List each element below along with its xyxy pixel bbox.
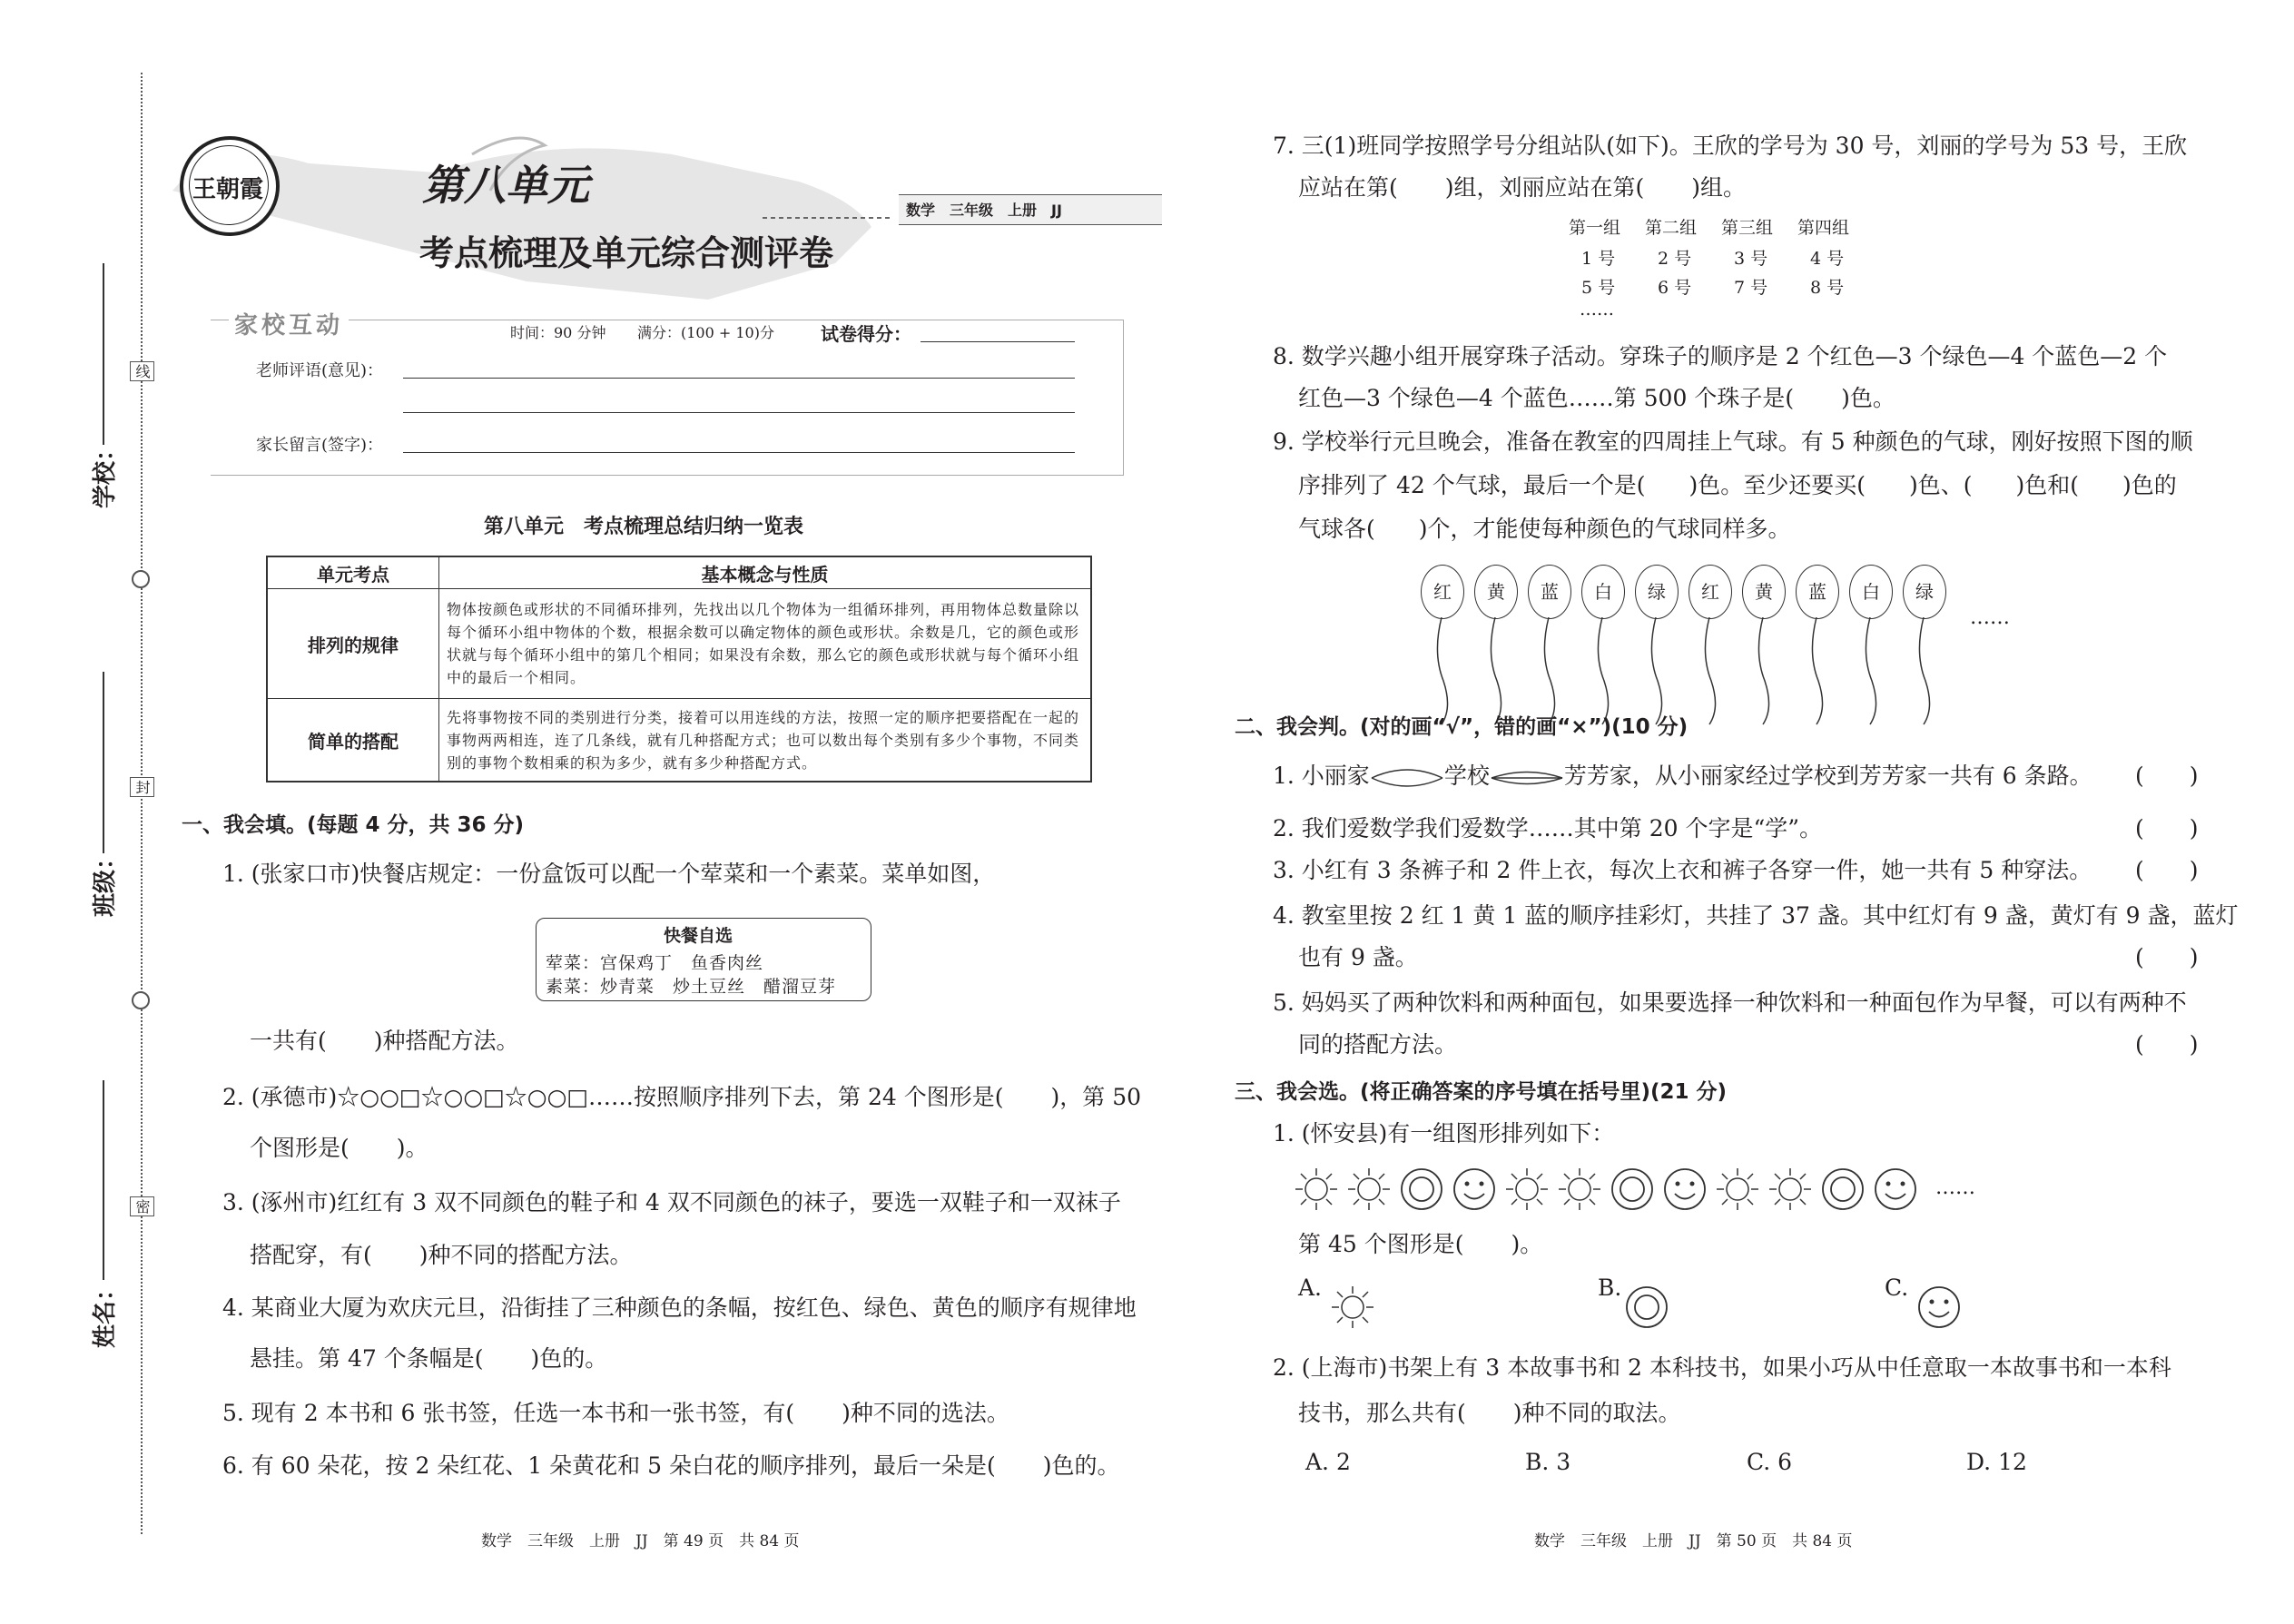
s2-q4-line1: 4. 教室里按 2 红 1 黄 1 蓝的顺序挂彩灯，共挂了 37 盏。其中红灯有 9 盏，黄灯有 9 盏，蓝灯 <box>1273 902 2239 929</box>
q9-c2: )个，才能使每种颜色的气球同样多。 <box>1418 516 1791 542</box>
s1-q4-line1: 4. 某商业大厦为欢庆元旦，沿街挂了三种颜色的条幅，按红色、绿色、黄色的顺序有规律地 <box>222 1294 1137 1321</box>
group-header: 第三组 <box>1721 218 1774 238</box>
s1-q4-line2 <box>250 1345 607 1373</box>
s3-q2-c: )种不同的取法。 <box>1512 1400 1681 1426</box>
s1-q4-c: )色的。 <box>530 1345 608 1372</box>
s1-q5-b: )种不同的选法。 <box>842 1400 1009 1426</box>
group-cell: 6 号 <box>1658 278 1692 298</box>
summary-row <box>267 699 1091 782</box>
s3-q2-option[interactable]: C. 6 <box>1747 1449 1793 1475</box>
summary-header-row <box>267 556 1091 589</box>
route-curves-icon <box>1370 764 1444 792</box>
teacher-comment-line-1[interactable] <box>403 378 1075 379</box>
logo-seal <box>180 136 280 236</box>
s1-q2-line2 <box>250 1135 428 1162</box>
s1-q1-tail-b: )种搭配方法。 <box>373 1028 519 1054</box>
judge-paren[interactable]: ( ) <box>2135 857 2199 883</box>
s1-q2-c: 个图形是( <box>250 1135 350 1161</box>
s3-q2-line2 <box>1298 1400 1681 1427</box>
paper-score-label: 试卷得分： <box>821 323 911 345</box>
q8-line2 <box>1298 385 1895 412</box>
q9-b2: )色。至少还要买( <box>1689 472 1866 498</box>
menu-veg: 素菜：炒青菜 炒土豆丝 醋溜豆芽 <box>546 977 837 997</box>
q7-line2 <box>1298 174 1746 202</box>
binding-mark-secret: 密 <box>130 1196 154 1216</box>
s1-q4-b: 悬挂。第 47 个条幅是( <box>250 1345 484 1372</box>
menu-box <box>536 918 871 1001</box>
option-letter: C. <box>1885 1275 1909 1301</box>
binding-ring-2 <box>132 991 150 1009</box>
group-header: 第一组 <box>1569 218 1621 238</box>
section2-title: 二、我会判。(对的画“√”，错的画“×”)(10 分) <box>1235 715 1689 739</box>
q9-line1: 9. 学校举行元旦晚会，准备在教室的四周挂上气球。有 5 种颜色的气球，刚好按照下图的顺 <box>1273 428 2193 455</box>
q8-line1: 8. 数学兴趣小组开展穿珠子活动。穿珠子的顺序是 2 个红色—3 个绿色—4 个蓝色—2 个 <box>1273 343 2168 369</box>
s1-q1-answer-line <box>250 1028 519 1055</box>
summary-row-text: 物体按颜色或形状的不同循环排列，先找出以几个物体为一组循环排列，再用物体总数量除以每个循环小组中物体的个数，根据余数可以确定物体的颜色或形状。余数是几，它的颜色或形状就与每个循环小组中的第几个相同；如果没有余数，那么它的颜色或形状就与每个循环小组中的最后一个相同。 <box>439 589 1092 699</box>
s1-q3-line1: 3. (涿州市)红红有 3 双不同颜色的鞋子和 4 双不同颜色的袜子，要选一双鞋子和一双袜子 <box>222 1189 1121 1216</box>
paper-score-blank[interactable] <box>921 341 1075 342</box>
parent-note-line[interactable] <box>403 452 1075 453</box>
s2-q5-line2: 同的搭配方法。 <box>1298 1031 1458 1058</box>
s2-q1 <box>1273 763 2092 792</box>
s3-q2-option[interactable]: B. 3 <box>1525 1449 1571 1475</box>
name-blank-line <box>103 1080 104 1280</box>
sun-icon <box>1769 1168 1811 1210</box>
group-cell: 4 号 <box>1810 249 1845 269</box>
s3-q2-option[interactable]: A. 2 <box>1305 1449 1351 1475</box>
home-school-title: 家校互动 <box>229 307 349 340</box>
school-blank-line <box>103 263 104 445</box>
section3-title: 三、我会选。(将正确答案的序号填在括号里)(21 分) <box>1235 1080 1728 1104</box>
q9-b3: )色、( <box>1908 472 1973 498</box>
q9-c1: 气球各( <box>1298 516 1375 542</box>
time-label: 时间：90 分钟 <box>510 324 606 341</box>
s1-q2-b: )，第 50 <box>1050 1084 1142 1110</box>
judge-paren[interactable]: ( ) <box>2135 763 2199 789</box>
section1-title: 一、我会填。(每题 4 分，共 36 分) <box>182 813 525 837</box>
judge-paren[interactable]: ( ) <box>2135 1031 2199 1058</box>
home-school-box <box>211 303 1126 485</box>
unit-title: 第八单元 <box>422 161 589 210</box>
balloon: 绿 <box>1903 565 1946 619</box>
header-decoration <box>163 118 908 309</box>
binding-mark-line: 线 <box>130 361 154 381</box>
smile-icon <box>1454 1169 1494 1209</box>
s1-q3-b: 搭配穿，有( <box>250 1242 372 1268</box>
sun-icon <box>1506 1168 1548 1210</box>
menu-meat: 荤菜：宫保鸡丁 鱼香肉丝 <box>546 953 764 973</box>
smile-icon <box>1876 1169 1915 1209</box>
s3-q1-option-c[interactable] <box>1885 1275 1908 1302</box>
q7-d: )组。 <box>1691 174 1747 201</box>
route-lines-icon <box>1490 764 1564 792</box>
s2-q3: 3. 小红有 3 条裤子和 2 件上衣，每次上衣和裤子各穿一件，她一共有 5 种穿法。 <box>1273 857 2092 883</box>
full-score-label: 满分：(100 + 10)分 <box>637 324 774 341</box>
s1-q2-a: 2. (承德市)☆○○□☆○○□☆○○□……按照顺序排列下去，第 24 个图形是( <box>222 1084 1004 1110</box>
sun-icon <box>1559 1168 1600 1210</box>
summary-row-key: 排列的规律 <box>267 589 439 699</box>
summary-title: 第八单元 考点梳理总结归纳一览表 <box>484 516 804 538</box>
summary-table <box>266 556 1092 782</box>
group-cell: 3 号 <box>1734 249 1768 269</box>
ring-icon <box>1612 1169 1652 1209</box>
shape-sequence <box>1291 1162 1926 1216</box>
menu-title: 快餐自选 <box>664 926 733 946</box>
school-label: 学校： <box>92 437 119 508</box>
group-cell: 1 号 <box>1581 249 1616 269</box>
s3-q1-ask <box>1298 1231 1542 1258</box>
summary-col-concept: 基本概念与性质 <box>439 556 1092 589</box>
name-field[interactable] <box>86 1080 150 1353</box>
s3-q1-head: 1. (怀安县)有一组图形排列如下： <box>1273 1120 1615 1147</box>
s3-q2-line1: 2. (上海市)书架上有 3 本故事书和 2 本科技书，如果小巧从中任意取一本故事书和一本科 <box>1273 1354 2171 1381</box>
group-table <box>1569 214 1877 323</box>
q7-c: )组，刘丽应站在第( <box>1444 174 1645 201</box>
parent-note-label: 家长留言(签字)： <box>256 436 384 455</box>
footer-left: 数学 三年级 上册 JJ 第 49 页 共 84 页 <box>481 1532 800 1550</box>
group-ellipsis: …… <box>1580 300 1614 320</box>
s1-q5-a: 5. 现有 2 本书和 6 张书签，任选一本书和一张书签，有( <box>222 1400 795 1426</box>
s1-q1-tail-a: 一共有( <box>250 1028 327 1054</box>
balloon: 蓝 <box>1528 565 1571 619</box>
teacher-comment-label: 老师评语(意见)： <box>256 361 384 380</box>
q8-b: 红色—3 个绿色—4 个蓝色……第 500 个珠子是( <box>1298 385 1795 411</box>
s3-q2-option[interactable]: D. 12 <box>1966 1449 2027 1475</box>
s1-q6-a: 6. 有 60 朵花，按 2 朵红花、1 朵黄花和 5 朵白花的顺序排列，最后一朵是( <box>222 1452 996 1479</box>
sun-icon <box>1295 1168 1337 1210</box>
balloon: 红 <box>1689 565 1732 619</box>
s3-q1-option-a[interactable] <box>1298 1275 1322 1302</box>
option-letter: B. <box>1598 1275 1622 1301</box>
ring-icon <box>1402 1169 1442 1209</box>
balloon: 白 <box>1581 565 1625 619</box>
s3-q1-ask-b: )。 <box>1511 1231 1543 1257</box>
shape-ellipsis: …… <box>1935 1176 1975 1199</box>
q8-c: )色。 <box>1841 385 1895 411</box>
q9-b1: 序排列了 42 个气球，最后一个是( <box>1298 472 1646 498</box>
q9-line2 <box>1298 472 2177 499</box>
teacher-comment-line-2[interactable] <box>403 412 1075 413</box>
s1-q5 <box>222 1400 1009 1427</box>
sun-icon <box>1348 1168 1390 1210</box>
s3-q2-b: 技书，那么共有( <box>1298 1400 1466 1426</box>
s1-q2-d: )。 <box>396 1135 428 1161</box>
option-a-sun-icon <box>1327 1282 1378 1333</box>
binding-mark-seal: 封 <box>130 777 154 797</box>
s1-q2-line1 <box>222 1084 1141 1111</box>
s1-q6 <box>222 1452 1119 1480</box>
footer-right: 数学 三年级 上册 JJ 第 50 页 共 84 页 <box>1534 1532 1853 1550</box>
name-label: 姓名： <box>92 1276 119 1348</box>
q9-b4: )色和( <box>2015 472 2080 498</box>
balloon: 红 <box>1421 565 1464 619</box>
exam-subtitle: 考点梳理及单元综合测评卷 <box>419 232 834 273</box>
balloon: 绿 <box>1635 565 1679 619</box>
school-field[interactable] <box>86 263 150 508</box>
balloon: 白 <box>1849 565 1893 619</box>
s1-q3-line2 <box>250 1242 633 1269</box>
s3-q1-ask-a: 第 45 个图形是( <box>1298 1231 1464 1257</box>
group-cell: 2 号 <box>1658 249 1692 269</box>
ring-icon <box>1823 1169 1863 1209</box>
class-label: 班级： <box>92 845 119 917</box>
logo-text: 王朝霞 <box>192 176 264 203</box>
q7-line1: 7. 三(1)班同学按照学号分组站队(如下)。王欣的学号为 30 号，刘丽的学号为 53 号，王欣 <box>1273 133 2188 159</box>
option-letter: A. <box>1298 1275 1323 1301</box>
summary-col-topic: 单元考点 <box>267 556 439 589</box>
grade-tag <box>899 194 1162 225</box>
option-b-ring-icon <box>1623 1284 1670 1331</box>
s2-q1-c: 芳芳家，从小丽家经过学校到芳芳家一共有 6 条路。 <box>1563 763 2092 789</box>
group-header: 第二组 <box>1645 218 1698 238</box>
sun-icon <box>1717 1168 1758 1210</box>
s2-q4-line2: 也有 9 盏。 <box>1298 944 1418 970</box>
class-blank-line <box>103 672 104 853</box>
q9-b5: )色的 <box>2122 472 2177 498</box>
balloon: 黄 <box>1742 565 1786 619</box>
smile-icon <box>1665 1169 1705 1209</box>
balloon: 蓝 <box>1796 565 1839 619</box>
judge-paren[interactable]: ( ) <box>2135 815 2199 842</box>
s2-q1-a: 1. 小丽家 <box>1273 763 1370 789</box>
summary-row-text: 先将事物按不同的类别进行分类，接着可以用连线的方法，按照一定的顺序把要搭配在一起的事物两两相连，连了几条线，就有几种搭配方式；也可以数出每个类别有多少个事物，不同类别的事物个数相乘的积为多少，就有多少种搭配方式。 <box>439 699 1092 782</box>
class-field[interactable] <box>86 672 150 917</box>
judge-paren[interactable]: ( ) <box>2135 944 2199 970</box>
summary-row <box>267 589 1091 699</box>
s2-q1-b: 学校 <box>1443 763 1490 789</box>
option-c-smile-icon <box>1915 1284 1963 1331</box>
summary-row-key: 简单的搭配 <box>267 699 439 782</box>
q7-b: 应站在第( <box>1298 174 1398 201</box>
balloon: 黄 <box>1474 565 1518 619</box>
q9-line3 <box>1298 516 1791 543</box>
s1-q6-b: )色的。 <box>1042 1452 1120 1479</box>
group-header: 第四组 <box>1797 218 1850 238</box>
s2-q5-line1: 5. 妈妈买了两种饮料和两种面包，如果要选择一种饮料和一种面包作为早餐，可以有两种不 <box>1273 989 2187 1016</box>
s1-q1-text: 1. (张家口市)快餐店规定：一份盒饭可以配一个荤菜和一个素菜。菜单如图， <box>222 861 996 887</box>
s1-q3-c: )种不同的搭配方法。 <box>418 1242 633 1268</box>
balloon-ellipsis: …… <box>1970 606 2010 629</box>
binding-ring-1 <box>132 570 150 588</box>
s2-q2: 2. 我们爱数学我们爱数学……其中第 20 个字是“学”。 <box>1273 815 1823 842</box>
group-cell: 7 号 <box>1734 278 1768 298</box>
group-cell: 5 号 <box>1581 278 1616 298</box>
group-cell: 8 号 <box>1810 278 1845 298</box>
grade-tag-text: 数学 三年级 上册 JJ <box>906 202 1062 219</box>
s3-q1-option-b[interactable] <box>1598 1275 1621 1302</box>
